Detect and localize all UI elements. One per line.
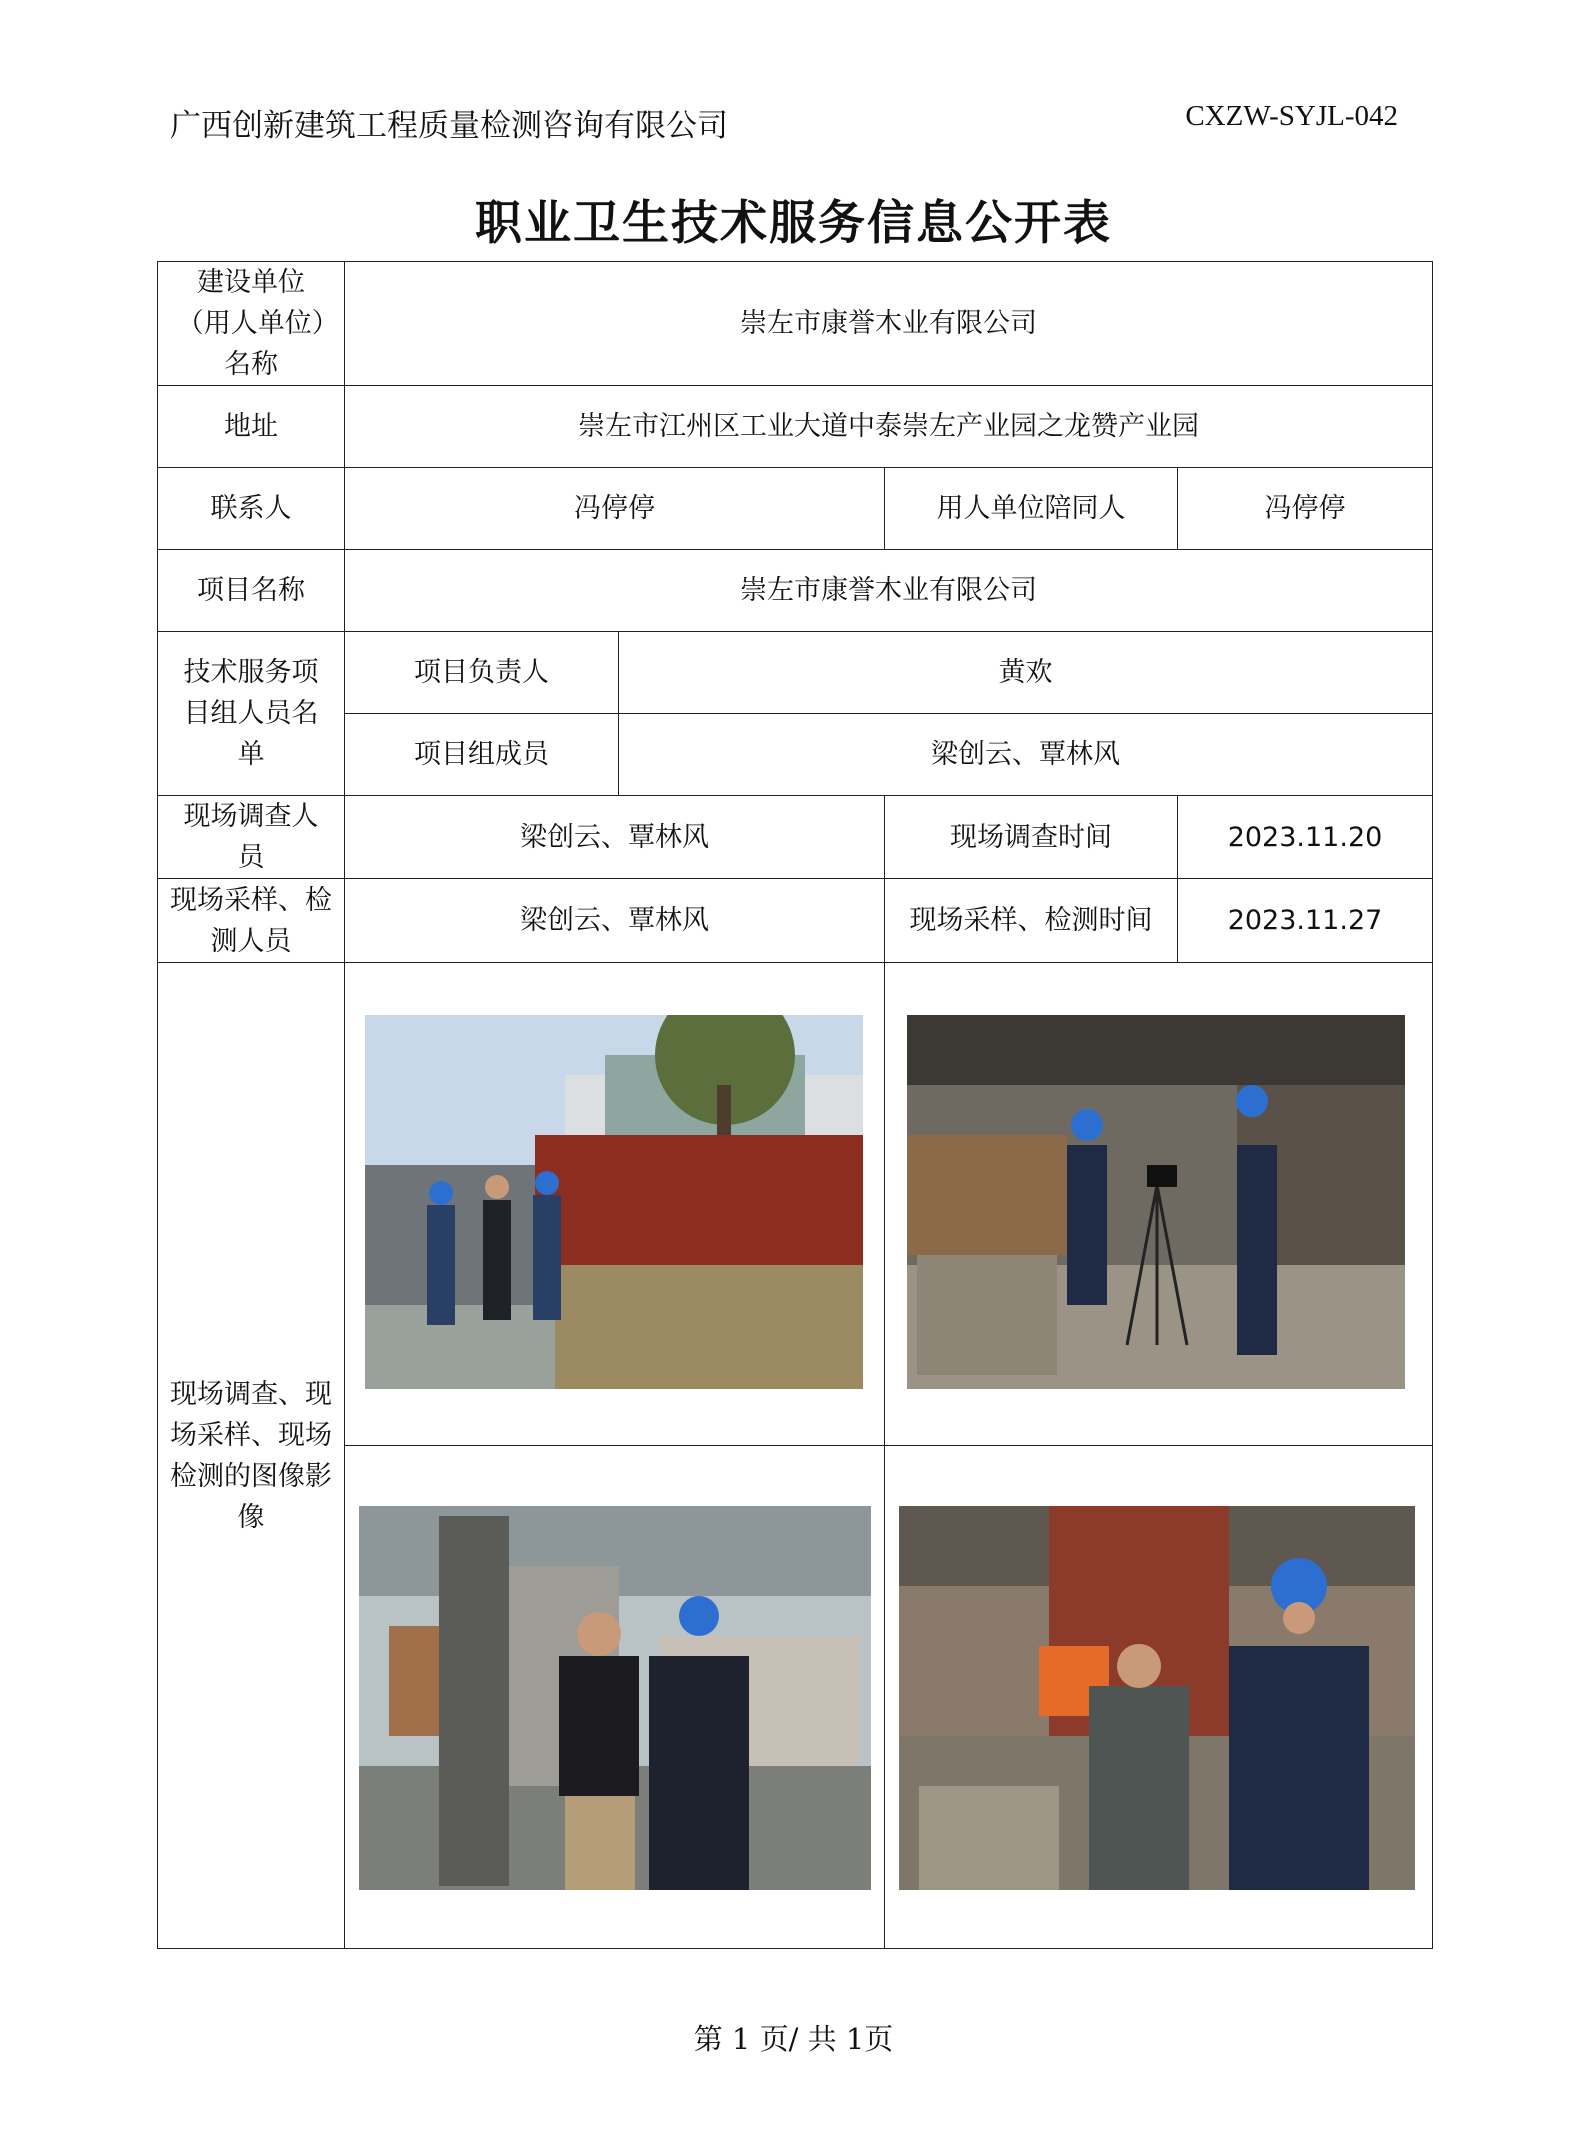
leader-value: 黄欢 (619, 632, 1433, 714)
survey-time-label: 现场调查时间 (885, 796, 1178, 879)
sampling-staff-value: 梁创云、覃林风 (345, 879, 885, 963)
members-value: 梁创云、覃林风 (619, 714, 1433, 796)
team-label: 技术服务项目组人员名单 (158, 632, 345, 796)
escort-label: 用人单位陪同人 (885, 468, 1178, 550)
info-table (157, 261, 1433, 1949)
page-title: 职业卫生技术服务信息公开表 (475, 196, 1112, 251)
contact-value: 冯停停 (345, 468, 885, 550)
photo-cell-4 (885, 1446, 1433, 1949)
project-label: 项目名称 (158, 550, 345, 632)
members-label: 项目组成员 (345, 714, 619, 796)
photo-cell-1 (345, 963, 885, 1446)
survey-staff-label: 现场调查人员 (158, 796, 345, 879)
contact-label: 联系人 (158, 468, 345, 550)
photo-sampling-furnace-worker (899, 1506, 1415, 1890)
survey-staff-value: 梁创云、覃林风 (345, 796, 885, 879)
employer-label: 建设单位（用人单位）名称 (158, 262, 345, 386)
address-label: 地址 (158, 386, 345, 468)
photo-cell-2 (885, 963, 1433, 1446)
images-label: 现场调查、现场采样、现场检测的图像影像 (158, 963, 345, 1949)
photo-team-at-company-sign (365, 1015, 863, 1389)
leader-label: 项目负责人 (345, 632, 619, 714)
sampling-staff-label: 现场采样、检测人员 (158, 879, 345, 963)
survey-time-value: 2023.11.20 (1178, 796, 1433, 879)
sampling-time-label: 现场采样、检测时间 (885, 879, 1178, 963)
escort-value: 冯停停 (1178, 468, 1433, 550)
employer-value: 崇左市康誉木业有限公司 (345, 262, 1433, 386)
page-footer: 第 1 页/ 共 1页 (693, 2022, 894, 2056)
address-value: 崇左市江州区工业大道中泰崇左产业园之龙赞产业园 (345, 386, 1433, 468)
photo-cell-3 (345, 1446, 885, 1949)
header-doc-code: CXZW-SYJL-042 (1185, 100, 1398, 132)
sampling-time-value: 2023.11.27 (1178, 879, 1433, 963)
header-company: 广西创新建筑工程质量检测咨询有限公司 (170, 108, 728, 144)
photo-sampling-forklift-worker (359, 1506, 871, 1890)
photo-noise-measurement-workshop (907, 1015, 1405, 1389)
project-value: 崇左市康誉木业有限公司 (345, 550, 1433, 632)
